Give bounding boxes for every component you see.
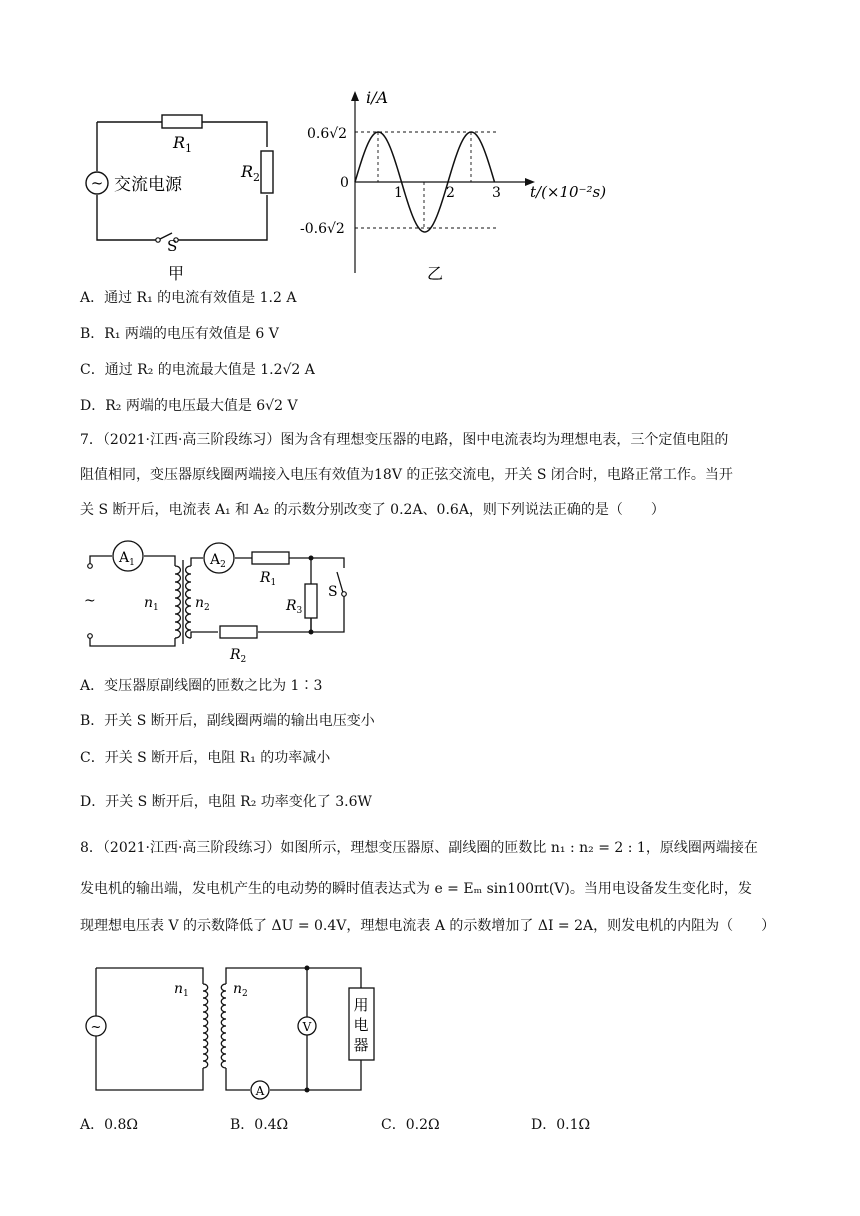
q7-stem [80,430,780,520]
q7-label-R3: $R_3$ [286,598,303,616]
primary-coil [175,566,180,638]
q8-transformer-circuit [80,958,380,1108]
origin-label: 0 [340,175,349,191]
q8-source-symbol: ~ [90,1020,102,1035]
label-R2: $R_2$ [241,162,261,184]
q7-option-b: B．开关 S 断开后，副线圈两端的输出电压变小 [80,713,375,729]
label-A2: $A_2$ [210,552,226,570]
x-axis-label: t/(×10⁻²s) [530,183,607,201]
caption-yi: 乙 [427,264,444,283]
waveform-figure-yi [300,83,620,288]
q8-option-b: B．0.4Ω [230,1117,289,1133]
q7-source-symbol: ~ [84,593,96,609]
q6-option-d: D．R₂ 两端的电压最大值是 6√2 V [80,398,298,414]
q7-label-R2: $R_2$ [230,647,247,665]
load-char-3: 器 [353,1036,369,1054]
load-char-1: 用 [353,996,369,1014]
q8-option-d: D．0.1Ω [531,1117,591,1133]
q7-transformer-circuit [80,538,370,668]
x-tick-2: 2 [446,185,455,201]
y-axis-label: i/A [366,88,389,107]
load-char-2: 电 [353,1016,369,1034]
q7-line-3: 关 S 断开后，电流表 A₁ 和 A₂ 的示数分别改变了 0.2A、0.6A，则下列说法正确的是（ ） [80,502,665,518]
q8-label-n2: $n_2$ [233,981,248,999]
q8-option-a: A．0.8Ω [80,1117,138,1133]
q8-label-n1: $n_1$ [174,981,189,999]
y-tick-bottom: -0.6√2 [300,221,345,237]
label-n2: $n_2$ [195,595,210,613]
q6-option-c: C．通过 R₂ 的电流最大值是 1.2√2 A [80,362,315,378]
q8-stem [80,838,780,936]
q7-option-a: A．变压器原副线圈的匝数之比为 1∶3 [80,678,323,694]
q7-option-c: C．开关 S 断开后，电阻 R₁ 的功率减小 [80,750,331,766]
q8-secondary-coil [221,984,226,1068]
label-A1: $A_1$ [119,550,135,568]
ac-source-label: 交流电源 [114,175,182,195]
q6-option-a: A．通过 R₁ 的电流有效值是 1.2 A [80,290,297,306]
circuit-figure-jia [80,95,290,285]
q7-line-1: 7．（2021·江西·高三阶段练习）图为含有理想变压器的电路，图中电流表均为理想电表，三个定值电阻的 [80,432,729,448]
label-switch: S [167,237,178,255]
caption-jia: 甲 [168,264,185,283]
q8-primary-coil [203,984,208,1068]
q7-line-2: 阻值相同，变压器原线圈两端接入电压有效值为18V 的正弦交流电，开关 S 闭合时，电路正常工作。当开 [80,467,733,483]
q7-label-R1: $R_1$ [260,570,277,588]
x-tick-1: 1 [394,185,403,201]
x-tick-3: 3 [492,185,501,201]
q8-line-3: 现理想电压表 V 的示数降低了 ΔU = 0.4V，理想电流表 A 的示数增加了 ΔI = 2A，则发电机的内阻为（ ） [80,918,776,934]
voltmeter-label: V [302,1020,312,1034]
y-tick-top: 0.6√2 [307,126,348,142]
q8-option-c: C．0.2Ω [381,1117,440,1133]
q8-line-1: 8．（2021·江西·高三阶段练习）如图所示，理想变压器原、副线圈的匝数比 n₁ : n₂ = 2 : 1，原线圈两端接在 [80,840,758,856]
ac-source-symbol: ~ [90,174,104,192]
q7-option-d: D．开关 S 断开后，电阻 R₂ 功率变化了 3.6W [80,794,372,810]
q8-line-2: 发电机的输出端，发电机产生的电动势的瞬时值表达式为 e = Eₘ sin100πt(V)。当用电设备发生变化时，发 [80,881,752,897]
secondary-coil [186,566,191,638]
q7-label-switch: S [328,584,338,600]
label-R1: $R_1$ [173,133,193,155]
label-n1: $n_1$ [144,595,159,613]
ammeter-label: A [255,1084,265,1098]
q6-option-b: B．R₁ 两端的电压有效值是 6 V [80,326,279,342]
